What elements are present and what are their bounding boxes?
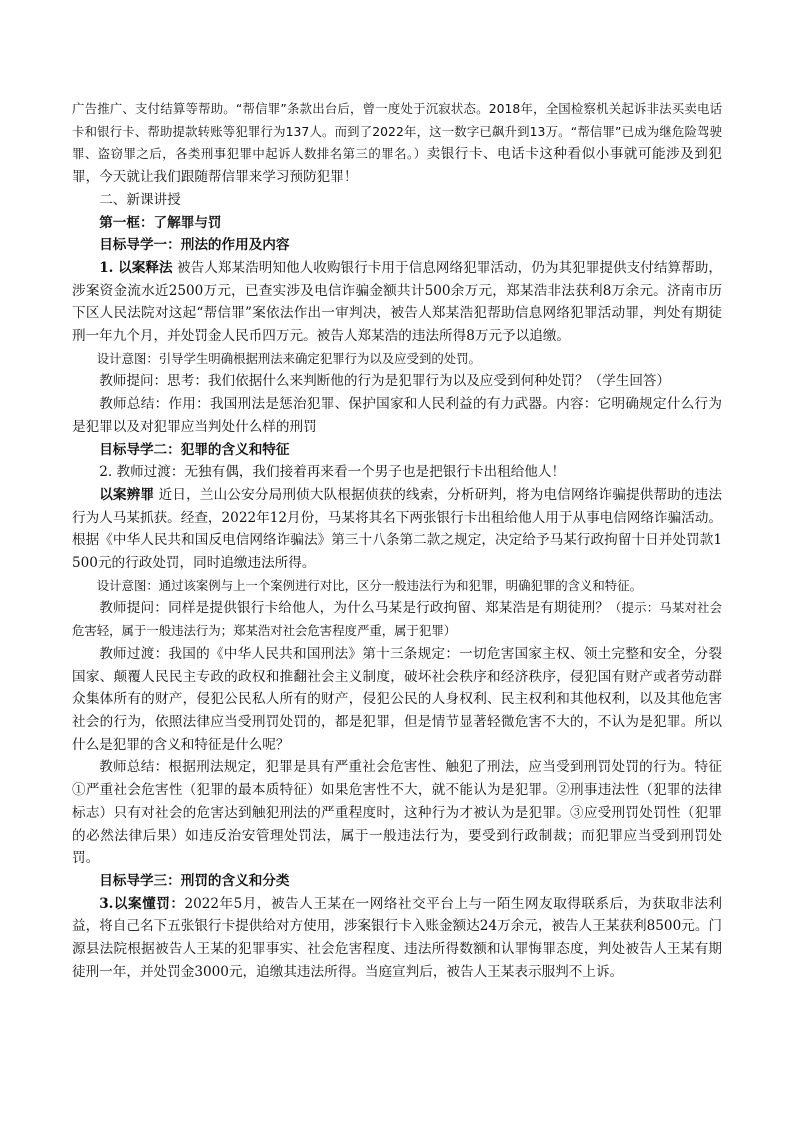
case-text-2: 近日，兰山公安分局刑侦大队根据侦获的线索，分析研判，将为电信网络诈骗提供帮助的违法行为人马某抓获。经查，2022年12月份，马某将其名下两张银行卡出租给他人用于从事电信网络诈骗活动。根据《中华人民共和国反电信网络诈骗法》第三十八条第二款之规定，决定给予马某行政拘留十日并处罚款1500元的行政处罚，同时追缴违法所得。 [72, 486, 723, 572]
teacher-summary-2: 教师总结：根据刑法规定，犯罪是具有严重社会危害性、触犯了刑法，应当受到刑罚处罚的行为。特征 ①严重社会危害性（犯罪的最本质特征）如果危害性不大，就不能认为是犯罪。②刑事违法性（犯罪的法律标志）只有对社会的危害达到触犯刑法的严重程度时，这种行为才被认为是犯罪。③应受刑罚处罚性（犯罪的必然法律后果）如违反治安管理处罚法，属于一般违法行为，要受到行政制裁；而犯罪应当受到刑罚处罚。 [72, 759, 722, 867]
teacher-question-2 [72, 597, 722, 642]
case-label-3: 3.以案懂罚： [99, 895, 185, 912]
case-paragraph-2 [72, 484, 722, 575]
design-intent-1: 设计意图：引导学生明确根据刑法来确定犯罪行为以及应受到的处罚。 [96, 350, 481, 366]
teacher-question-1: 教师提问：思考：我们依据什么来判断他的行为是犯罪行为以及应受到何种处罚？（学生回答） [99, 373, 671, 390]
case-label-1: 1. 以案释法 [99, 259, 173, 276]
goal-heading-3: 目标导学三：刑罚的含义和分类 [99, 872, 290, 889]
teacher-transition-2: 2. 教师过渡：无独有偶，我们接着再来看一个男子也是把银行卡出租给他人！ [99, 464, 566, 481]
case-paragraph-3 [72, 893, 722, 984]
teacher-question-2-hint: （提示：马某对社会危害轻，属于一般违法行为；郑某浩对社会危害程度严重，属于犯罪） [72, 600, 723, 639]
goal-heading-2: 目标导学二：犯罪的含义和特征 [99, 441, 290, 458]
intro-lead-text: 卖银行卡、电话卡这种看似小事就可能涉及到犯罪，今天就让我们跟随帮信罪来学习预防犯罪！ [72, 146, 722, 186]
section-heading-new-lesson: 二、新课讲授 [99, 191, 181, 208]
goal-heading-1: 目标导学一：刑法的作用及内容 [99, 237, 290, 254]
design-intent-2: 设计意图：通过该案例与上一个案例进行对比，区分一般违法行为和犯罪，明确犯罪的含义和特征。 [96, 577, 642, 593]
case-label-2: 以案辨罪 [99, 486, 155, 503]
teacher-question-2-text: 教师提问：同样是提供银行卡给他人，为什么马某是行政拘留、郑某浩是有期徒刑？ [99, 600, 610, 617]
document-page [72, 98, 722, 983]
case-paragraph-1 [72, 257, 722, 348]
case-text-1: 被告人郑某浩明知他人收购银行卡用于信息网络犯罪活动，仍为其犯罪提供支付结算帮助，涉案资金流水近2500万元，已查实涉及电信诈骗金额共计500余万元，郑某浩非法获利8万余元。济南市历下区人民法院对这起“帮信罪”案依法作出一审判决，被告人郑某浩犯帮助信息网络犯罪活动罪，判处有期徒刑一年九个月，并处罚金人民币四万元。被告人郑某浩的违法所得8万元予以追缴。 [72, 259, 722, 345]
intro-quote-text: 广告推广、支付结算等帮助。“帮信罪”条款出台后，曾一度处于沉寂状态。2018年，全国检察机关起诉非法买卖电话卡和银行卡、帮助提款转账等犯罪行为137人。而到了2022年，这一数字已飙升到13万。“帮信罪”已成为继危险驾驶罪、盗窃罪之后，各类刑事犯罪中起诉人数排名第三的罪名。） [72, 101, 722, 162]
case-text-3: 2022年5月，被告人王某在一网络社交平台上与一陌生网友取得联系后，为获取非法利益，将自己名下五张银行卡提供给对方使用，涉案银行卡入账金额达24万余元，被告人王某获利8500元。门源县法院根据被告人王某的犯罪事实、社会危害程度、违法所得数额和认罪悔罪态度，判处被告人王某有期徒刑一年，并处罚金3000元，追缴其违法所得。当庭宣判后，被告人王某表示服判不上诉。 [72, 895, 723, 980]
lesson-title: 第一框：了解罪与罚 [99, 214, 222, 231]
teacher-summary-1: 教师总结：作用：我国刑法是惩治犯罪、保护国家和人民利益的有力武器。内容：它明确规定什么行为是犯罪以及对犯罪应当判处什么样的刑罚 [72, 396, 722, 435]
teacher-transition-3: 教师过渡：我国的《中华人民共和国刑法》第十三条规定：一切危害国家主权、领土完整和安全，分裂国家、颠覆人民民主专政的政权和推翻社会主义制度，破坏社会秩序和经济秩序，侵犯国有财产或者劳动群众集体所有的财产，侵犯公民私人所有的财产，侵犯公民的人身权利、民主权利和其他权利，以及其他危害社会的行为，依照法律应当受刑罚处罚的，都是犯罪，但是情节显著轻微危害不大的，不认为是犯罪。所以什么是犯罪的含义和特征是什么呢？ [72, 645, 722, 753]
intro-paragraph [72, 98, 722, 189]
